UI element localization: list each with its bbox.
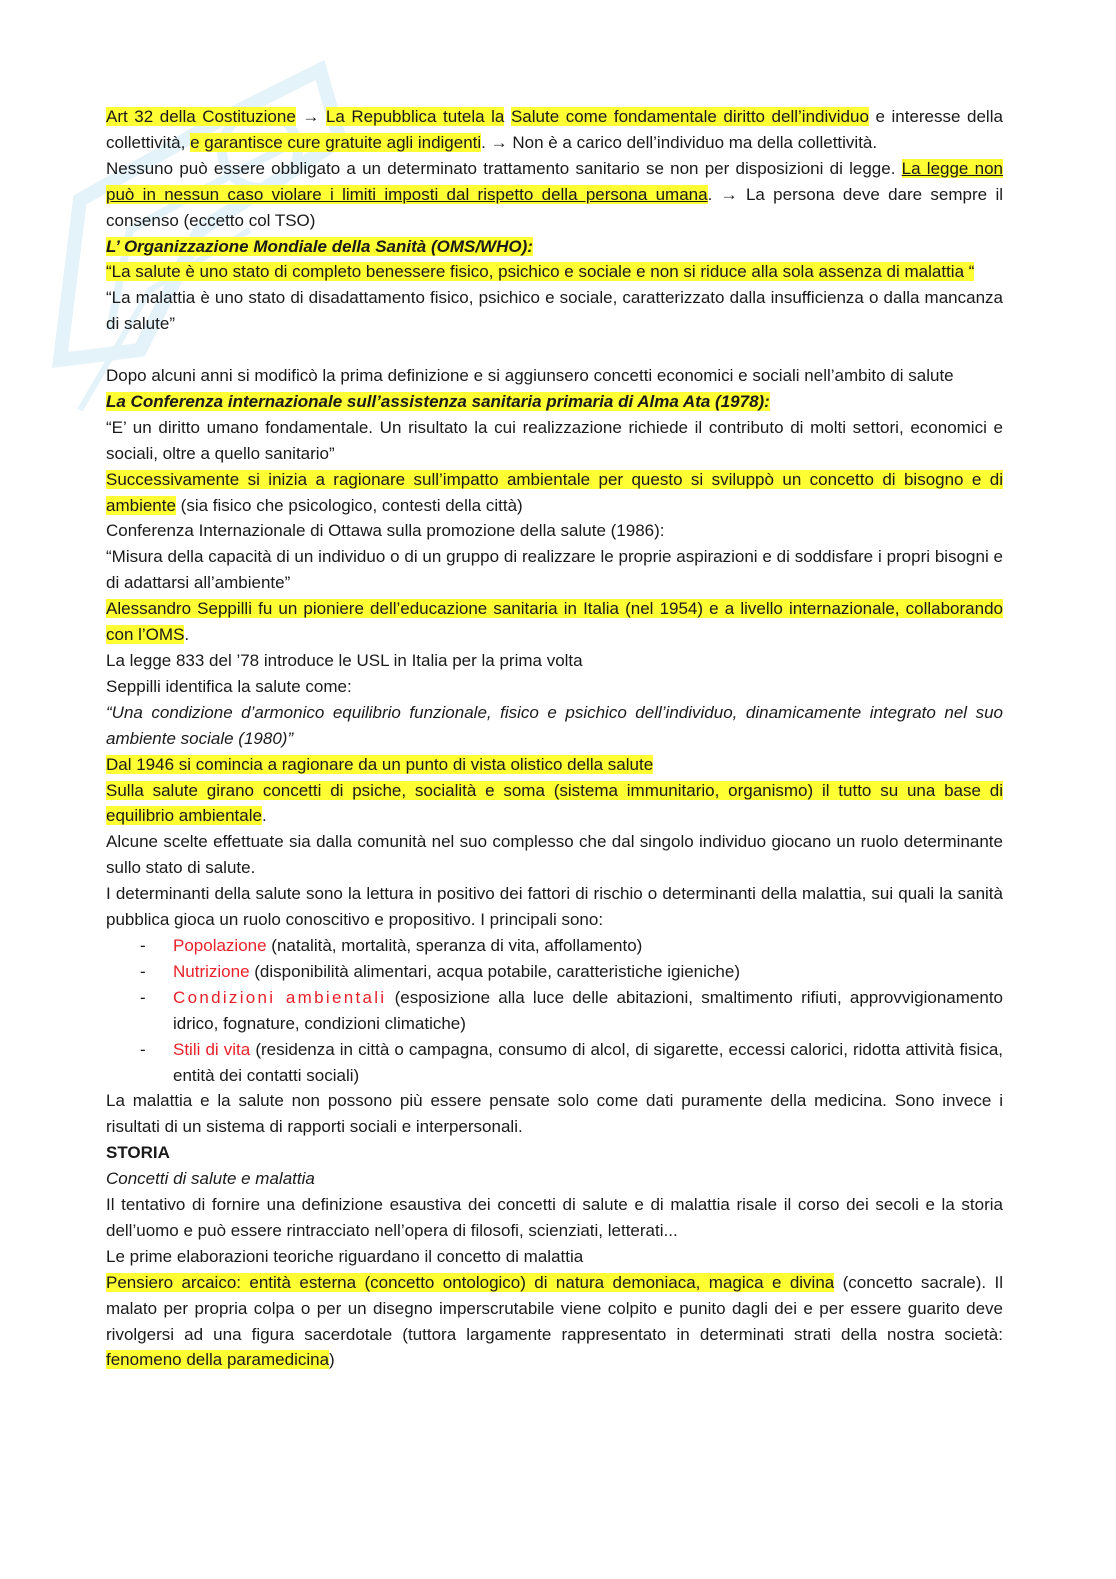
- heading-oms: L’ Organizzazione Mondiale della Sanità (OMS/WHO):: [106, 236, 533, 256]
- list-item: - Condizioni ambientali (esposizione alla luce delle abitazioni, smaltimento rifiuti, approvvigionamento idrico, fognature, condizioni climatiche): [140, 987, 1003, 1033]
- list-item: - Nutrizione (disponibilità alimentari, acqua potabile, caratteristiche igieniche): [140, 961, 740, 981]
- arrow-icon: →: [720, 184, 738, 204]
- list-item: - Stili di vita (residenza in città o campagna, consumo di alcol, di sigarette, eccessi calorici, ridotta attività fisica, entità dei contatti sociali): [140, 1039, 1003, 1085]
- paragraph-seppilli-pioniere: Alessandro Seppilli fu un pioniere dell’educazione sanitaria in Italia (nel 1954) e a livello internazionale, collaborando con l’OMS.: [106, 599, 1003, 645]
- paragraph-pensiero-arcaico: Pensiero arcaico: entità esterna (concetto ontologico) di natura demoniaca, magica e divina (concetto sacrale). Il malato per propria colpa o per un disegno imperscrutabile viene colpito e punito dagli dei e per essere guarito deve rivolgersi ad una figura sacerdotale (tuttora largamente rappresentato in determinati strati della nostra società: fenomeno della paramedicina): [106, 1272, 1004, 1370]
- heading-storia: STORIA: [106, 1143, 170, 1163]
- paragraph-legge-833: La legge 833 del ’78 introduce le USL in Italia per la prima volta: [106, 651, 583, 671]
- document-page: [106, 104, 1003, 1373]
- paragraph-successivamente: Successivamente si inizia a ragionare sull’impatto ambientale per questo si sviluppò un concetto di bisogno e di ambiente (sia fisico che psicologico, contesti della città): [106, 469, 1003, 515]
- paragraph-determinanti: I determinanti della salute sono la lettura in positivo dei fattori di rischio o determinanti della malattia, sui quali la sanità pubblica gioca un ruolo conoscitivo e propositivo. I principali sono:: [106, 884, 1003, 930]
- paragraph-sulla-salute: Sulla salute girano concetti di psiche, socialità e soma (sistema immunitario, organismo) il tutto su una base di equilibrio ambientale.: [106, 780, 1003, 826]
- determinanti-list: [106, 933, 1003, 1088]
- quote-oms-salute: “La salute è uno stato di completo benessere fisico, psichico e sociale e non si riduce alla sola assenza di malattia “: [106, 262, 975, 282]
- heading-alma-ata: La Conferenza internazionale sull’assistenza sanitaria primaria di Alma Ata (1978):: [106, 391, 770, 411]
- paragraph-dal-1946: Dal 1946 si comincia a ragionare da un punto di vista olistico della salute: [106, 754, 654, 774]
- quote-ottawa: “Misura della capacità di un individuo o di un gruppo di realizzare le proprie aspirazioni e di soddisfare i propri bisogni e di adattarsi all’ambiente”: [106, 547, 1003, 593]
- paragraph-consenso: Nessuno può essere obbligato a un determinato trattamento sanitario se non per disposizioni di legge. La legge non può in nessun caso violare i limiti imposti dal rispetto della persona umana. → La persona deve dare sempre il consenso (eccetto col TSO): [106, 158, 1003, 230]
- arrow-icon: →: [490, 132, 508, 152]
- heading-ottawa: Conferenza Internazionale di Ottawa sulla promozione della salute (1986):: [106, 521, 665, 541]
- paragraph-dopo: Dopo alcuni anni si modificò la prima definizione e si aggiunsero concetti economici e sociali nell’ambito di salute: [106, 366, 954, 386]
- arrow-icon: →: [302, 107, 320, 126]
- paragraph-art32: Art 32 della Costituzione → La Repubblica tutela la Salute come fondamentale diritto dell’individuo e interesse della collettività, e garantisce cure gratuite agli indigenti. → Non è a carico dell’individuo ma della collettività.: [106, 107, 1003, 152]
- paragraph-la-malattia: La malattia e la salute non possono più essere pensate solo come dati puramente della medicina. Sono invece i risultati di un sistema di rapporti sociali e interpersonali.: [106, 1091, 1003, 1137]
- paragraph-seppilli-identifica: Seppilli identifica la salute come:: [106, 676, 352, 696]
- quote-alma-ata: “E’ un diritto umano fondamentale. Un risultato la cui realizzazione richiede il contributo di molti settori, economici e sociali, oltre a quello sanitario”: [106, 417, 1003, 463]
- list-item: - Popolazione (natalità, mortalità, speranza di vita, affollamento): [140, 935, 643, 955]
- subheading-concetti: Concetti di salute e malattia: [106, 1169, 315, 1189]
- paragraph-prime-elaborazioni: Le prime elaborazioni teoriche riguardano il concetto di malattia: [106, 1246, 584, 1266]
- paragraph-tentativo: Il tentativo di fornire una definizione esaustiva dei concetti di salute e di malattia risale il corso dei secoli e la storia dell’uomo e può essere rintracciato nell’opera di filosofi, scienziati, letterati...: [106, 1195, 1003, 1240]
- quote-seppilli: “Una condizione d’armonico equilibrio funzionale, fisico e psichico dell’individuo, dinamicamente integrato nel suo ambiente sociale (1980)”: [106, 702, 1003, 748]
- paragraph-alcune-scelte: Alcune scelte effettuate sia dalla comunità nel suo complesso che dal singolo individuo giocano un ruolo determinante sullo stato di salute.: [106, 832, 1003, 878]
- quote-oms-malattia: “La malattia è uno stato di disadattamento fisico, psichico e sociale, caratterizzato dalla insufficienza o dalla mancanza di salute”: [106, 288, 1003, 334]
